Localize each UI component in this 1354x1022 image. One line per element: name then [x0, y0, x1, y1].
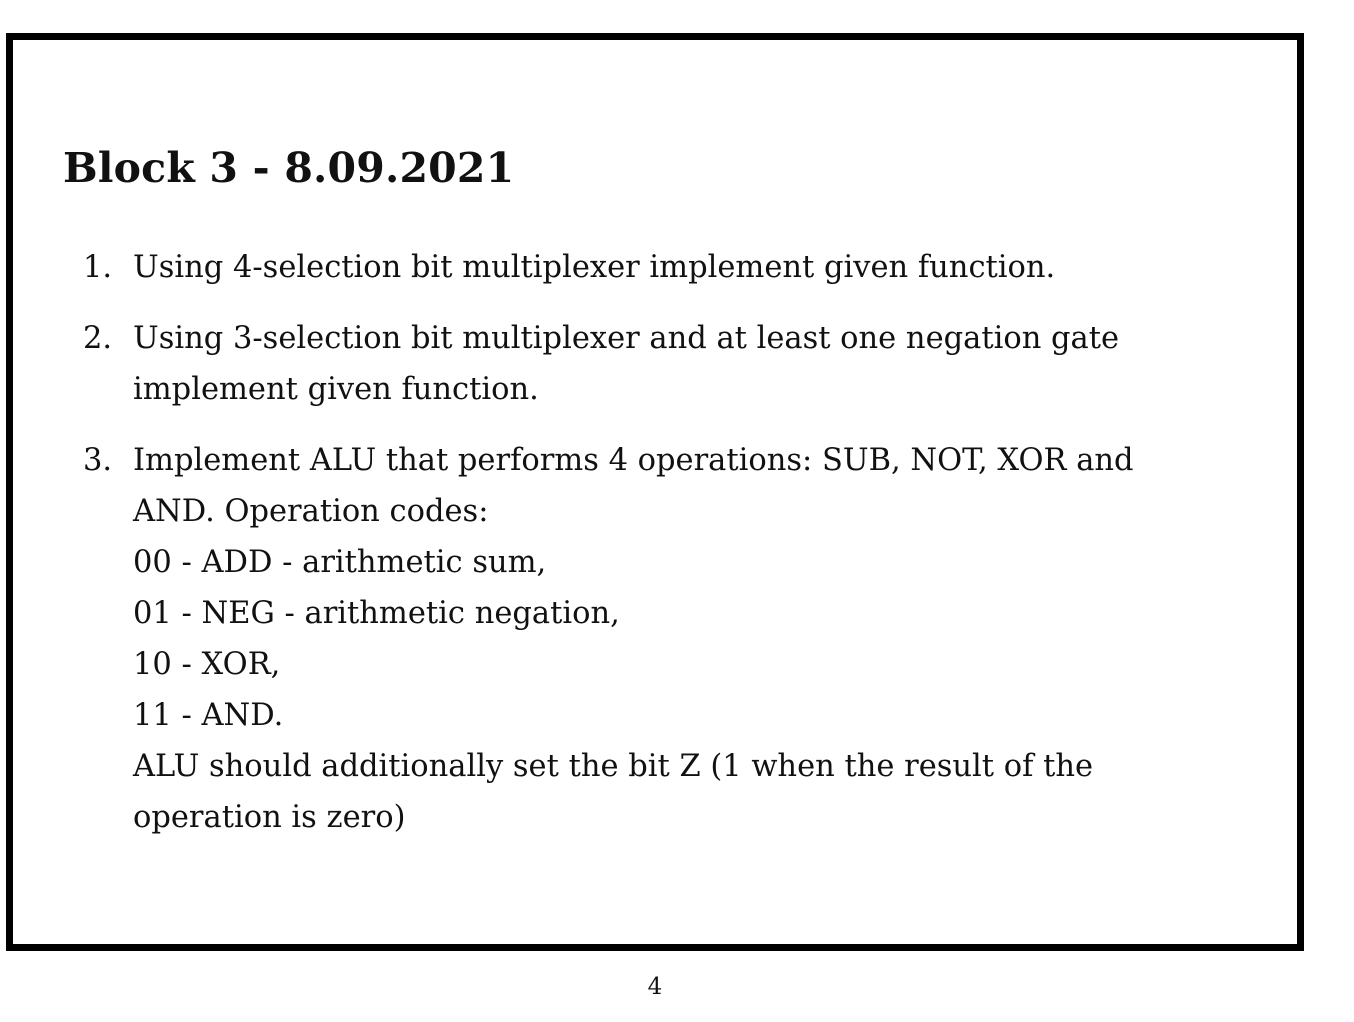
- task-number: 1.: [83, 250, 113, 285]
- task-number: 3.: [83, 443, 113, 478]
- block-title: Block 3 - 8.09.2021: [63, 144, 515, 192]
- task-text-line: ALU should additionally set the bit Z (1 when the result of the: [133, 749, 1094, 784]
- task-text-line: Using 3-selection bit multiplexer and at least one negation gate: [133, 321, 1120, 356]
- task-item-1: [83, 242, 1243, 293]
- operation-code-line: 00 - ADD - arithmetic sum,: [133, 545, 547, 580]
- slide-frame: [6, 33, 1304, 951]
- operation-code-line: 11 - AND.: [133, 698, 284, 733]
- operation-code-line: 10 - XOR,: [133, 647, 281, 682]
- operation-code-line: 01 - NEG - arithmetic negation,: [133, 596, 620, 631]
- task-text-line: Using 4-selection bit multiplexer implement given function.: [133, 250, 1056, 285]
- task-text-line: operation is zero): [133, 800, 406, 835]
- task-list: [83, 242, 1243, 863]
- task-text-line: Implement ALU that performs 4 operations: SUB, NOT, XOR and: [133, 443, 1134, 478]
- task-item-2: [83, 313, 1243, 415]
- task-item-3: [83, 435, 1243, 843]
- page-number: 4: [647, 974, 663, 1000]
- task-text-line: implement given function.: [133, 372, 539, 407]
- task-text-line: AND. Operation codes:: [133, 494, 489, 529]
- task-number: 2.: [83, 321, 113, 356]
